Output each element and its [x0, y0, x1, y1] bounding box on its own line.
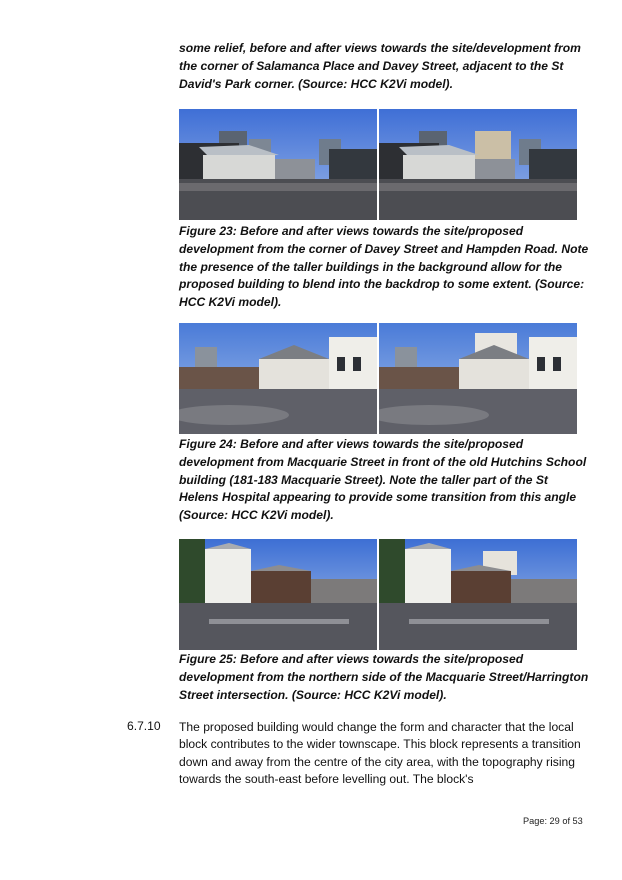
figure-23-images: [179, 109, 577, 220]
paragraph-text: The proposed building would change the form and character that the local block contributes to the wider townscape. This block represents a transition down and away from the centre of the city area, with the topography rising towards the south-east before levelling out. The block's: [179, 720, 581, 787]
figure-24-caption: Figure 24: Before and after views towards the site/proposed development from Macquarie Street in front of the old Hutchins School building (181-183 Macquarie Street). Note the taller part of the St Helens Hospital appearing to provide some transition from this angle (Source: HCC K2Vi model).: [179, 437, 587, 523]
figure-24-after-image: [379, 323, 577, 434]
figure-25-after-image: [379, 539, 577, 650]
intro-caption: some relief, before and after views towards the site/development from the corner of Salamanca Place and Davey Street, adjacent to the St David's Park corner. (Source: HCC K2Vi model).: [179, 41, 581, 91]
page-number: Page: 29 of 53: [523, 816, 583, 826]
paragraph-number: 6.7.10: [127, 719, 161, 733]
figure-25-before-image: [179, 539, 377, 650]
figure-23-after-image: [379, 109, 577, 220]
figure-23-caption: Figure 23: Before and after views towards the site/proposed development from the corner of Davey Street and Hampden Road. Note the presence of the taller buildings in the background allow for the proposed building to blend into the backdrop to some extent. (Source: HCC K2Vi model).: [179, 224, 589, 310]
figure-25-images: [179, 539, 577, 650]
figure-24-before-image: [179, 323, 377, 434]
figure-24-images: [179, 323, 577, 434]
figure-25-caption: Figure 25: Before and after views towards the site/proposed development from the northern side of the Macquarie Street/Harrington Street intersection. (Source: HCC K2Vi model).: [179, 652, 589, 702]
figure-23-before-image: [179, 109, 377, 220]
